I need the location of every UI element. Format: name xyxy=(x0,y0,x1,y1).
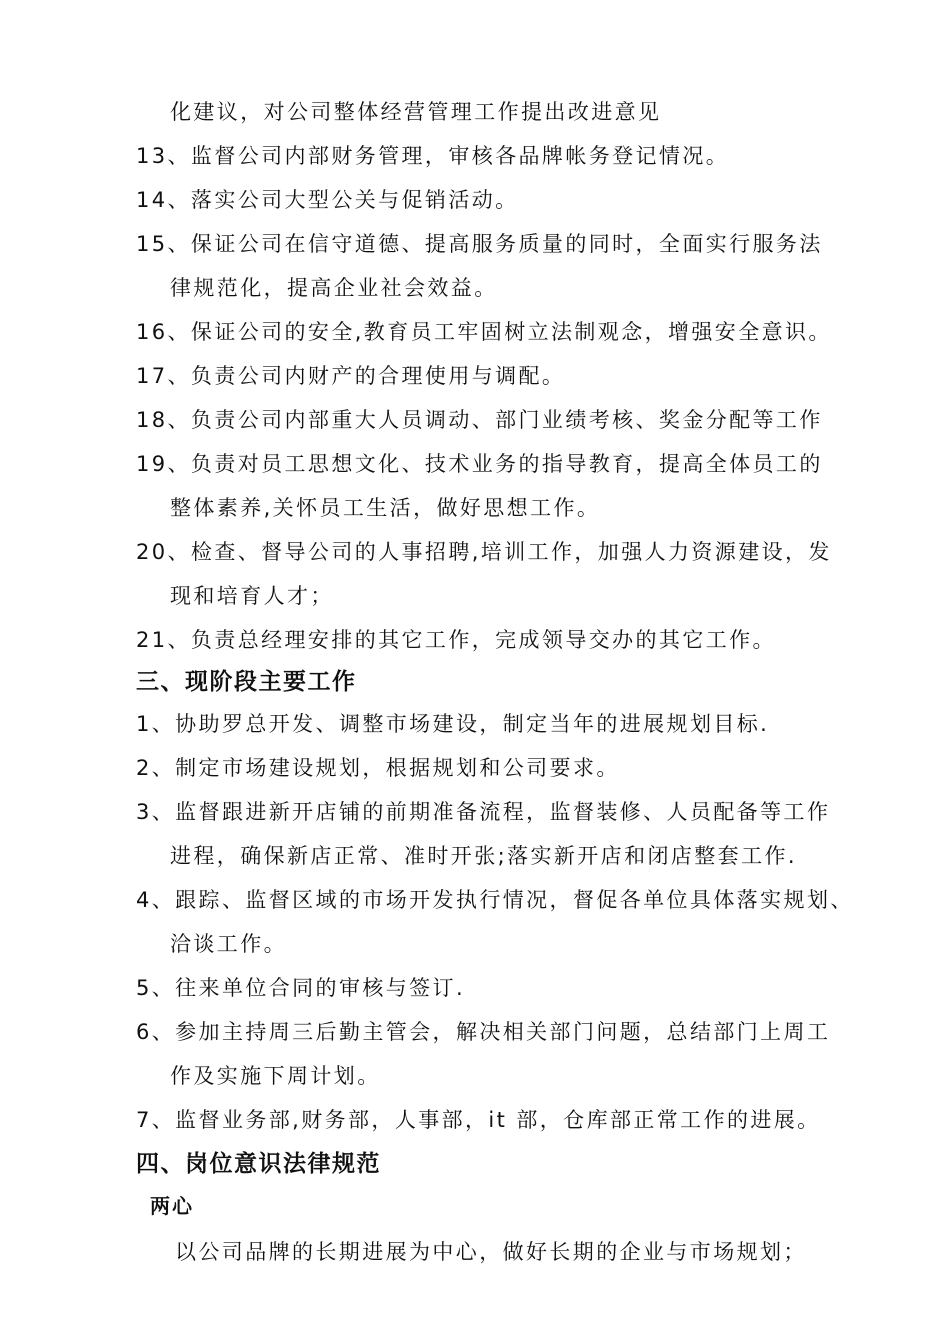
list-item-14: 14、落实公司大型公关与促销活动。 xyxy=(136,188,519,212)
text-line: 作及实施下周计划。 xyxy=(170,1064,381,1088)
list-item-15: 15、保证公司在信守道德、提高服务质量的同时，全面实行服务法 xyxy=(136,232,823,256)
list-item-2: 2、制定市场建设规划，根据规划和公司要求。 xyxy=(136,756,620,780)
list-item-7: 7、监督业务部,财务部，人事部，it 部，仓库部正常工作的进展。 xyxy=(136,1108,821,1132)
text-line: 现和培育人才； xyxy=(170,584,334,608)
list-item-4: 4、跟踪、监督区域的市场开发执行情况，督促各单位具体落实规划、 xyxy=(136,888,854,912)
paragraph: 以公司品牌的长期进展为中心，做好长期的企业与市场规划； xyxy=(175,1240,807,1264)
list-item-17: 17、负责公司内财产的合理使用与调配。 xyxy=(136,364,566,388)
text-line: 化建议，对公司整体经营管理工作提出改进意见 xyxy=(170,100,662,124)
text-line: 整体素养,关怀员工生活，做好思想工作。 xyxy=(170,496,601,520)
text-line: 进程，确保新店正常、准时开张;落实新开店和闭店整套工作. xyxy=(170,844,797,868)
list-item-21: 21、负责总经理安排的其它工作，完成领导交办的其它工作。 xyxy=(136,628,776,652)
list-item-18: 18、负责公司内部重大人员调动、部门业绩考核、奖金分配等工作 xyxy=(136,408,823,432)
list-item-1: 1、协助罗总开发、调整市场建设，制定当年的进展规划目标. xyxy=(136,712,770,736)
list-item-19: 19、负责对员工思想文化、技术业务的指导教育，提高全体员工的 xyxy=(136,452,823,476)
text-line: 律规范化，提高企业社会效益。 xyxy=(170,276,498,300)
subheading: 两心 xyxy=(150,1194,194,1218)
section-heading-4: 四、岗位意识法律规范 xyxy=(136,1151,381,1177)
list-item-20: 20、检查、督导公司的人事招聘,培训工作，加强人力资源建设，发 xyxy=(136,540,832,564)
list-item-16: 16、保证公司的安全,教育员工牢固树立法制观念，增强安全意识。 xyxy=(136,320,832,344)
section-heading-3: 三、现阶段主要工作 xyxy=(136,669,357,695)
list-item-3: 3、监督跟进新开店铺的前期准备流程，监督装修、人员配备等工作 xyxy=(136,800,831,824)
list-item-5: 5、往来单位合同的审核与签订. xyxy=(136,976,466,1000)
text-line: 洽谈工作。 xyxy=(170,932,287,956)
list-item-13: 13、监督公司内部财务管理，审核各品牌帐务登记情况。 xyxy=(136,144,730,168)
list-item-6: 6、参加主持周三后勤主管会，解决相关部门问题，总结部门上周工 xyxy=(136,1020,831,1044)
